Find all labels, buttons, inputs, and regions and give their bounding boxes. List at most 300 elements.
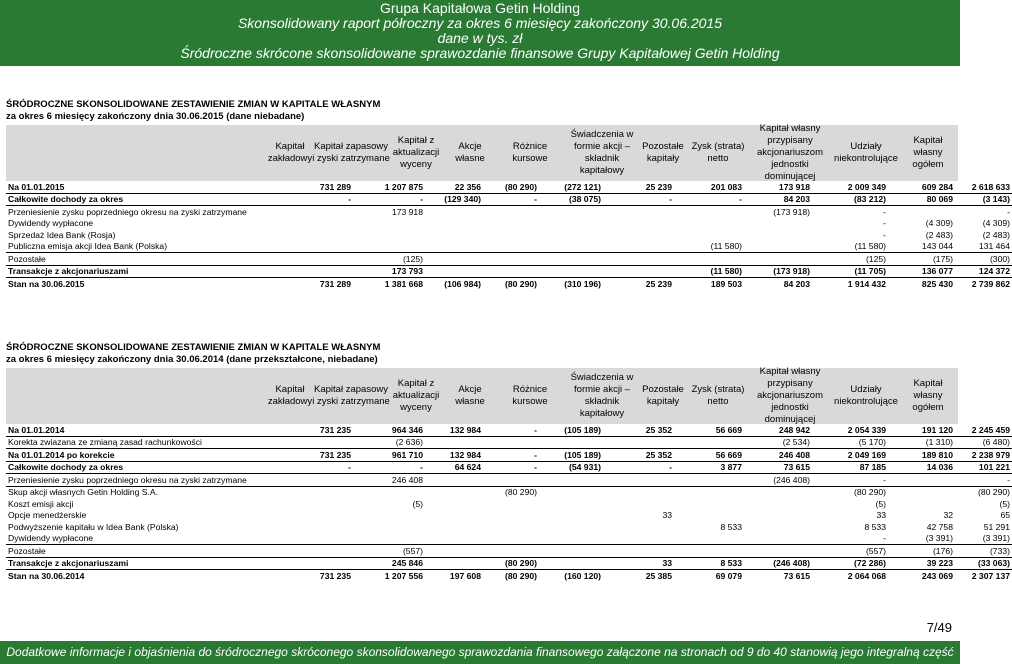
table-cell: (2 483) [982,229,1010,240]
table-cell: (557) [353,545,425,558]
table-cell [272,206,353,218]
row-label: Opcje menedżerskie [8,510,87,521]
table-cell: (80 290) [504,181,537,192]
table-cell [603,533,674,545]
table-cell: 8 533 [720,521,742,532]
table-cell [674,510,744,522]
section-title: ŚRÓDROCZNE SKONSOLIDOWANE ZESTAWIENIE ZMIAN W KAPITALE WŁASNYM [6,99,381,110]
table-cell: 39 223 [888,557,955,570]
page-number: 7/49 [926,620,952,635]
table-cell: 189 503 [674,278,744,290]
column-header: Kapitał z aktualizacji wyceny [392,378,440,413]
table-cell: (733) [955,545,1012,558]
table-cell: (310 196) [539,278,603,290]
table-cell [674,498,744,510]
table-cell [272,241,353,253]
table-cell: - [674,193,744,206]
table-cell: 2 064 068 [812,570,888,582]
table-cell [674,229,744,241]
table-cell: 1 207 556 [353,570,425,582]
table-cell: 42 758 [926,521,953,532]
table-cell: (4 309) [925,218,953,229]
table-cell: (33 063) [955,557,1012,570]
table-cell [603,486,674,498]
table-row [6,510,1012,522]
row-label: Pozostałe [6,545,272,558]
table-cell [744,486,812,498]
table-cell: 56 669 [674,449,744,462]
table-cell: 731 235 [272,570,353,582]
table-cell: 2 238 979 [955,449,1012,462]
table-cell [674,533,744,545]
row-label: Skup akcji własnych Getin Holding S.A. [6,486,272,498]
table-cell [744,218,812,230]
table-cell: (173 918) [744,206,812,218]
table-cell: (2 636) [353,436,425,449]
equity-changes-2014 [6,342,1010,582]
column-header-row [6,368,958,424]
table-cell: (80 290) [483,557,539,570]
table-cell [603,474,674,487]
table-row [6,461,1012,474]
column-header: Zysk (strata) netto [691,384,745,407]
row-label: Dywidendy wypłacone [8,533,94,544]
table-cell: 1 381 668 [353,278,425,290]
table-cell [272,229,353,241]
table-cell: (83 212) [812,193,888,206]
table-cell: 14 036 [888,461,955,474]
table-cell: 84 203 [744,193,812,206]
table-cell [888,498,955,510]
table-cell: 191 120 [921,424,953,435]
row-label: Całkowite dochody za okres [6,193,272,206]
table-cell: 2 739 862 [955,278,1012,290]
table-cell [674,474,744,487]
table-cell [539,533,603,545]
table-cell [674,436,744,449]
table-row [6,424,1012,436]
table-cell: 825 430 [888,278,955,290]
table-cell: 2 307 137 [955,570,1012,582]
table-cell: (80 290) [483,278,539,290]
table-cell: 2 618 633 [971,181,1010,192]
table-cell: (80 290) [955,486,1012,498]
table-cell [272,474,353,487]
table-cell: 132 984 [425,449,483,462]
table-cell [483,521,539,533]
table-row [6,449,1012,462]
table-cell [425,253,483,266]
table-cell [888,206,955,218]
table-cell [272,486,353,498]
table-cell: 132 984 [449,424,481,435]
table-cell: (2 534) [744,436,812,449]
table-cell [272,533,353,545]
table-cell: 87 185 [812,461,888,474]
column-header: Pozostałe kapitały [642,384,684,407]
table-cell [483,218,539,230]
table-cell [425,557,483,570]
table-cell: (11 580) [674,265,744,278]
table-cell [272,265,353,278]
table-cell [425,474,483,487]
table-row [6,545,1012,558]
table-cell [272,436,353,449]
table-cell [744,241,812,253]
table-cell: (72 286) [812,557,888,570]
table-cell: 2 009 349 [847,181,886,192]
table-cell: 609 284 [921,181,953,192]
table-cell: 56 669 [715,424,742,435]
table-cell: 22 356 [454,181,481,192]
table-cell [425,498,483,510]
table-cell: 25 385 [603,570,674,582]
table-cell: 25 239 [603,278,674,290]
table-cell: 65 [1000,510,1010,521]
row-label: Na 01.01.2015 [8,181,65,192]
table-cell: 32 [943,510,953,521]
table-cell: 25 352 [603,449,674,462]
table-cell: 731 289 [319,181,351,192]
table-cell [744,510,812,522]
table-cell [744,521,812,533]
table-cell: - [353,461,425,474]
table-cell [603,521,674,533]
footer-note: Dodatkowe informacje i objaśnienia do śródrocznego skróconego skonsolidowanego sprawozdania finansowego załączone na stronach od 9 do 40 stanowią jego integralną część [0,641,960,664]
table-cell [539,229,603,241]
table-row [6,218,1012,230]
table-cell: 8 533 [674,557,744,570]
table-cell: 246 408 [744,449,812,462]
table-row [6,570,1012,582]
column-header-row [6,125,958,181]
table-cell [483,545,539,558]
document-header-banner [0,0,960,66]
table-cell: 1 914 432 [812,278,888,290]
table-cell: - [883,218,886,229]
table-cell: 73 615 [744,570,812,582]
table-cell: (11 705) [812,265,888,278]
table-cell: 2 245 459 [971,424,1010,435]
table-cell: (176) [888,545,955,558]
section-subtitle: za okres 6 miesięcy zakończony dnia 30.06.2014 (dane przekształcone, niebadane) [6,354,378,365]
table-cell [539,545,603,558]
column-header: Kapitał z aktualizacji wyceny [392,135,440,170]
table-cell: 69 079 [674,570,744,582]
table-cell: 248 942 [778,424,810,435]
table-cell: (3 143) [955,193,1012,206]
table-cell: (5 170) [812,436,888,449]
table-row [6,498,1012,510]
table-cell: 33 [603,557,674,570]
table-cell [539,206,603,218]
table-cell [483,265,539,278]
table-cell: (6 480) [955,436,1012,449]
table-cell: 84 203 [744,278,812,290]
table-cell: 731 235 [319,424,351,435]
table-cell [425,486,483,498]
table-cell: 731 289 [272,278,353,290]
table-cell: - [812,474,888,487]
table-cell: (5) [999,498,1010,509]
column-header: Kapitał własny przypisany akcjonariuszom jednostki dominującej [757,123,823,182]
table-cell [744,253,812,266]
column-header: Zysk (strata) netto [691,141,745,164]
table-cell [425,533,483,545]
table-cell: (160 120) [539,570,603,582]
equity-table [6,424,1012,582]
table-cell [353,218,425,230]
table-cell: (173 918) [744,265,812,278]
table-cell: - [483,449,539,462]
column-header: Różnice kursowe [512,141,548,164]
table-cell: (5) [875,498,886,509]
table-cell [603,436,674,449]
table-cell [888,474,955,487]
table-cell: (3 391) [925,533,953,544]
table-cell: 245 846 [353,557,425,570]
table-cell: 25 352 [645,424,672,435]
table-cell: (246 408) [744,557,812,570]
table-cell [539,265,603,278]
table-cell [674,206,744,218]
table-cell [744,545,812,558]
table-cell: 173 793 [353,265,425,278]
table-cell [539,218,603,230]
table-cell [483,436,539,449]
table-cell [674,545,744,558]
table-cell: (54 931) [539,461,603,474]
table-cell: 143 044 [921,241,953,252]
row-label: Przeniesienie zysku poprzedniego okresu na zyski zatrzymane [6,206,272,218]
row-label: Publiczna emisja akcji Idea Bank (Polska) [8,241,168,252]
table-cell [744,498,812,510]
table-cell [603,229,674,241]
table-cell [603,241,674,253]
row-label: Na 01.01.2014 po korekcie [6,449,272,462]
table-cell: (272 121) [564,181,601,192]
table-cell: - [534,424,537,435]
table-cell: 964 346 [391,424,423,435]
row-label: Korekta zwiazana ze zmianą zasad rachunkowości [6,436,272,449]
column-header: Udziały niekontrolujące [834,141,898,164]
table-cell [353,241,425,253]
table-cell [539,436,603,449]
row-label: Stan na 30.06.2014 [6,570,272,582]
table-cell: (80 290) [812,486,888,498]
table-cell [674,253,744,266]
row-label: Całkowite dochody za okres [6,461,272,474]
table-cell [603,545,674,558]
table-cell: (38 075) [539,193,603,206]
table-cell: (11 580) [710,241,742,252]
table-cell: 2 049 169 [812,449,888,462]
table-cell [603,265,674,278]
column-header: Kapitał zakładowy [267,384,313,407]
table-cell: (1 310) [888,436,955,449]
table-cell [425,436,483,449]
section-title: ŚRÓDROCZNE SKONSOLIDOWANE ZESTAWIENIE ZMIAN W KAPITALE WŁASNYM [6,342,381,353]
table-cell [483,253,539,266]
table-cell: 189 810 [888,449,955,462]
column-header: Świadczenia w formie akcji – składnik kapitałowy [570,129,634,176]
equity-table [6,181,1012,290]
table-cell: 33 [876,510,886,521]
table-row [6,521,1012,533]
column-header: Kapitał zapasowy i zyski zatrzymane [312,141,390,164]
table-cell [888,486,955,498]
table-cell [272,498,353,510]
column-header: Różnice kursowe [512,384,548,407]
statement-title: Śródroczne skrócone skonsolidowane sprawozdanie finansowe Grupy Kapitałowej Getin Holding [180,45,780,61]
table-cell [353,229,425,241]
table-cell [539,510,603,522]
table-cell: - [272,193,353,206]
table-cell: (125) [812,253,888,266]
table-cell: (125) [353,253,425,266]
table-cell: - [883,533,886,544]
table-cell: - [483,461,539,474]
table-cell: (11 580) [854,241,886,252]
table-cell: 1 207 875 [384,181,423,192]
table-cell: 173 918 [778,181,810,192]
table-row [6,474,1012,487]
table-cell [425,265,483,278]
table-cell [272,545,353,558]
table-cell [674,218,744,230]
row-label: Pozostałe [6,253,272,266]
table-cell [539,498,603,510]
table-cell [603,218,674,230]
table-cell [483,474,539,487]
table-cell: 51 291 [983,521,1010,532]
table-cell [539,474,603,487]
table-cell: - [483,193,539,206]
table-cell [425,241,483,253]
table-cell [603,253,674,266]
table-cell: (105 189) [564,424,601,435]
table-cell: 201 083 [710,181,742,192]
table-cell [483,229,539,241]
table-cell [272,253,353,266]
table-row [6,193,1012,206]
column-header: Pozostałe kapitały [642,141,684,164]
table-cell: 961 710 [353,449,425,462]
column-header: Kapitał zapasowy i zyski zatrzymane [312,384,390,407]
table-cell [539,486,603,498]
table-cell: 131 464 [978,241,1010,252]
table-cell [353,521,425,533]
column-header: Kapitał własny przypisany akcjonariuszom jednostki dominującej [757,366,823,425]
table-cell [674,486,744,498]
row-label: Dywidendy wypłacone [8,218,94,229]
row-label: Podwyższenie kapitału w Idea Bank (Polska) [8,521,179,532]
column-header: Świadczenia w formie akcji – składnik kapitałowy [570,372,634,419]
table-cell [483,241,539,253]
column-header: Udziały niekontrolujące [834,384,898,407]
table-cell [603,206,674,218]
table-cell [483,510,539,522]
table-cell: 8 533 [864,521,886,532]
table-cell [539,241,603,253]
table-cell: (3 391) [982,533,1010,544]
table-cell [272,218,353,230]
table-row [6,265,1012,278]
table-cell: (557) [812,545,888,558]
table-cell: - [353,193,425,206]
report-title: Skonsolidowany raport półroczny za okres 6 miesięcy zakończony 30.06.2015 [237,15,723,31]
table-cell [425,521,483,533]
table-cell [272,557,353,570]
table-row [6,278,1012,290]
table-cell: - [883,229,886,240]
table-cell [353,510,425,522]
column-header: Akcje własne [455,141,485,164]
table-cell: 73 615 [744,461,812,474]
company-name: Grupa Kapitałowa Getin Holding [379,0,580,16]
table-cell [483,498,539,510]
table-row [6,253,1012,266]
table-cell: (105 189) [539,449,603,462]
row-label: Koszt emisji akcji [8,498,74,509]
table-cell: 64 624 [425,461,483,474]
column-header: Kapitał własny ogółem [912,378,944,413]
table-cell: (2 483) [925,229,953,240]
table-cell: - [955,206,1012,218]
table-cell: 2 054 339 [847,424,886,435]
table-cell: (80 290) [483,570,539,582]
table-cell [539,557,603,570]
table-cell: (129 340) [425,193,483,206]
table-cell [483,533,539,545]
table-cell: 173 918 [353,206,425,218]
table-cell: (5) [412,498,423,509]
table-cell [483,206,539,218]
row-label: Stan na 30.06.2015 [6,278,272,290]
table-cell [272,521,353,533]
table-cell [425,218,483,230]
table-row [6,206,1012,218]
table-cell: 33 [662,510,672,521]
table-cell: (300) [955,253,1012,266]
table-row [6,229,1012,241]
table-cell: - [812,206,888,218]
table-cell [272,510,353,522]
column-header: Kapitał własny ogółem [912,135,944,170]
table-cell [539,253,603,266]
section-subtitle: za okres 6 miesięcy zakończony dnia 30.06.2015 (dane niebadane) [6,111,305,122]
table-cell: - [603,461,674,474]
table-cell: (4 309) [982,218,1010,229]
row-label: Na 01.01.2014 [8,424,65,435]
table-cell [744,229,812,241]
table-cell: 731 235 [272,449,353,462]
table-cell: - [603,193,674,206]
table-cell [425,229,483,241]
table-cell: (175) [888,253,955,266]
column-header: Kapitał zakładowy [267,141,313,164]
table-cell: 3 877 [674,461,744,474]
table-cell [603,498,674,510]
table-cell [353,486,425,498]
row-label: Transakcje z akcjonariuszami [6,265,272,278]
table-cell: (106 984) [425,278,483,290]
table-cell: 246 408 [353,474,425,487]
table-cell [425,545,483,558]
row-label: Przeniesienie zysku poprzedniego okresu na zyski zatrzymane [6,474,272,487]
table-cell: (246 408) [744,474,812,487]
row-label: Transakcje z akcjonariuszami [6,557,272,570]
